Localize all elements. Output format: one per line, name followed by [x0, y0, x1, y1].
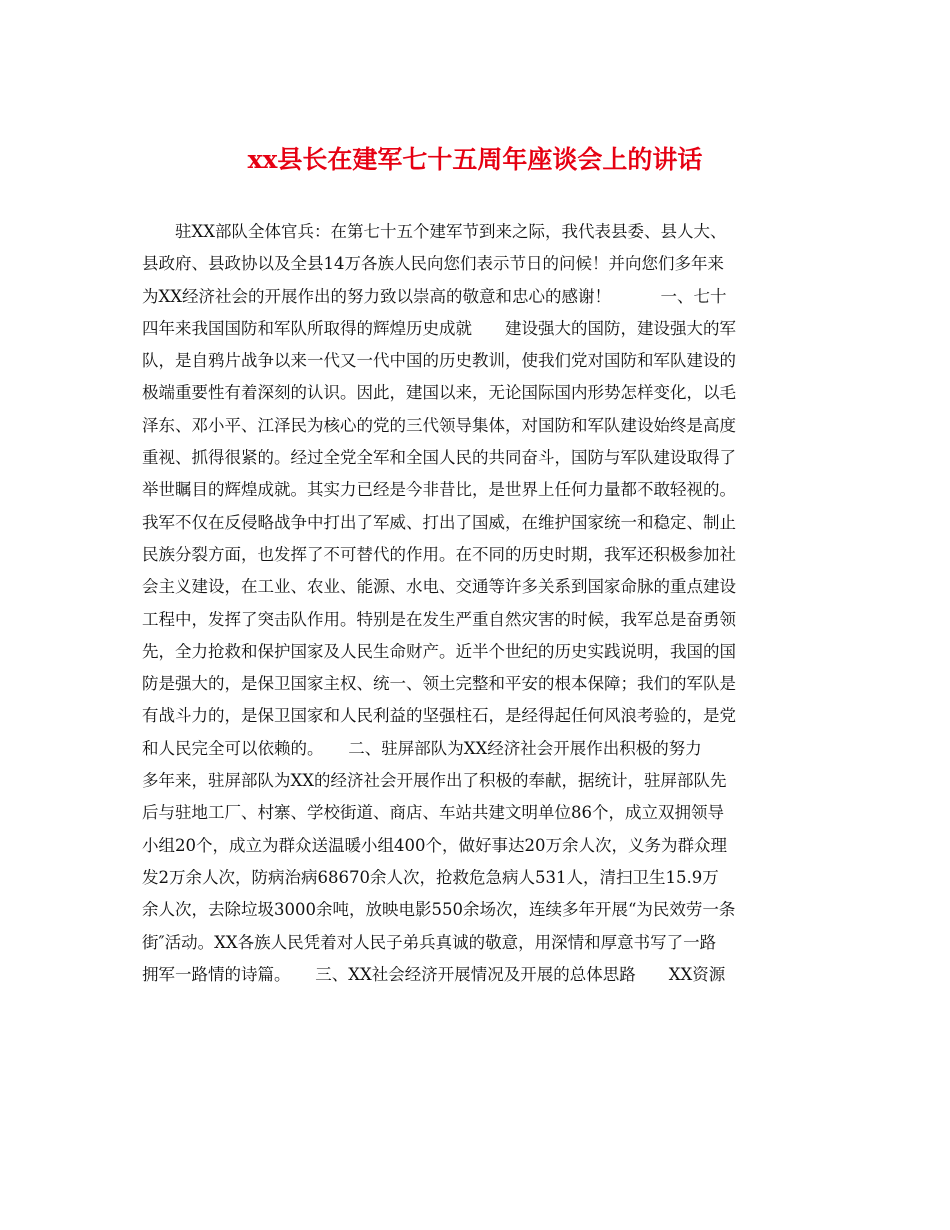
body-line: 队，是自鸦片战争以来一代又一代中国的历史教训，使我们党对国防和军队建设的 [142, 351, 736, 371]
body-line: 街″活动。XX各族人民凭着对人民子弟兵真诚的敬意，用深情和厚意书写了一路 [142, 932, 717, 952]
body-line: 先，全力抢救和保护国家及人民生命财产。近半个世纪的历史实践说明，我国的国 [142, 641, 736, 661]
body-line: 举世瞩目的辉煌成就。其实力已经是今非昔比，是世界上任何力量都不敢轻视的。 [142, 480, 736, 500]
body-line: 民族分裂方面，也发挥了不可替代的作用。在不同的历史时期，我军还积极参加社 [142, 544, 736, 564]
body-line: 极端重要性有着深刻的认识。因此，建国以来，无论国际国内形势怎样变化，以毛 [142, 383, 736, 403]
body-line: 多年来，驻屏部队为XX的经济社会开展作出了积极的奉献，据统计，驻屏部队先 [142, 771, 727, 791]
body-line: 后与驻地工厂、村寨、学校街道、商店、车站共建文明单位86个，成立双拥领导 [142, 803, 724, 823]
document-title: xx县长在建军七十五周年座谈会上的讲话 [247, 145, 703, 174]
body-line: 会主义建设，在工业、农业、能源、水电、交通等许多关系到国家命脉的重点建设 [142, 577, 736, 597]
body-line: 重视、抓得很紧的。经过全党全军和全国人民的共同奋斗，国防与军队建设取得了 [142, 448, 736, 468]
body-line: 小组20个，成立为群众送温暖小组400个，做好事达20万余人次，义务为群众理 [142, 835, 727, 855]
body-line: 和人民完全可以依赖的。 二、驻屏部队为XX经济社会开展作出积极的努力 [142, 738, 702, 758]
body-line: 防是强大的，是保卫国家主权、统一、领土完整和平安的根本保障；我们的军队是 [142, 674, 736, 694]
body-line: 拥军一路情的诗篇。 三、XX社会经济开展情况及开展的总体思路 XX资源 [142, 964, 726, 984]
body-line: 泽东、邓小平、江泽民为核心的党的三代领导集体，对国防和军队建设始终是高度 [142, 415, 736, 435]
body-line: 驻XX部队全体官兵：在第七十五个建军节到来之际，我代表县委、县人大、 [142, 222, 727, 241]
body-line: 发2万余人次，防病治病68670余人次，抢救危急病人531人，清扫卫生15.9万 [142, 867, 719, 887]
body-line: 为XX经济社会的开展作出的努力致以崇高的敬意和忠心的感谢！ 一、七十 [142, 286, 727, 306]
body-line: 余人次，去除垃圾3000余吨，放映电影550余场次，连续多年开展“为民效劳一条 [142, 900, 736, 920]
body-line: 四年来我国国防和军队所取得的辉煌历史成就 建设强大的国防，建设强大的军 [142, 318, 736, 338]
body-line: 有战斗力的，是保卫国家和人民利益的坚强柱石，是经得起任何风浪考验的，是党 [142, 706, 736, 726]
body-line: 我军不仅在反侵略战争中打出了军威、打出了国威，在维护国家统一和稳定、制止 [142, 512, 736, 532]
body-line: 工程中，发挥了突击队作用。特别是在发生严重自然灾害的时候，我军总是奋勇领 [142, 609, 736, 629]
document-body [142, 216, 814, 991]
body-line: 县政府、县政协以及全县14万各族人民向您们表示节日的问候！并向您们多年来 [142, 254, 724, 274]
